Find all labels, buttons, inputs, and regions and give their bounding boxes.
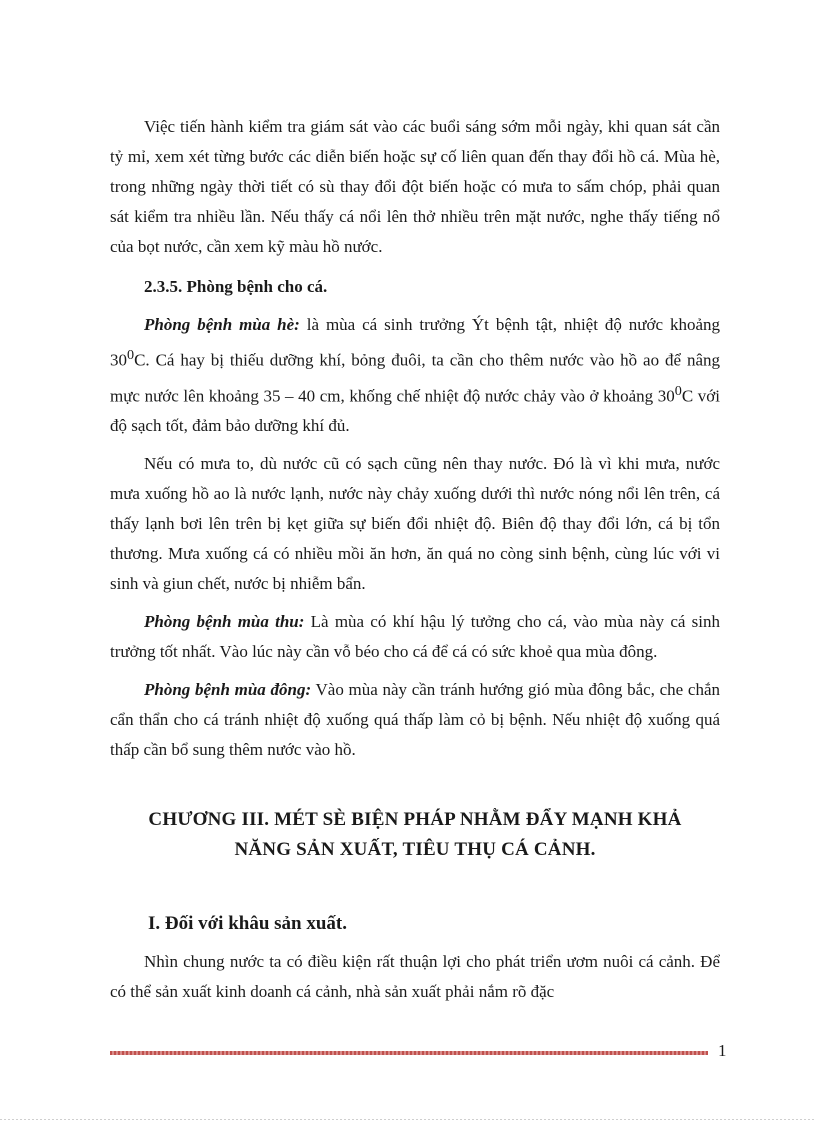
summer-label: Phòng bệnh mùa hè: <box>144 315 300 334</box>
page-bottom-border <box>0 1119 816 1120</box>
chapter-title-line-1: CHƯƠNG III. MÉT SÈ BIỆN PHÁP NHẰM ĐẨY MẠNH KHẢ <box>148 809 682 831</box>
paragraph-autumn <box>110 607 720 667</box>
paragraph-winter <box>110 675 720 765</box>
page-number: 1 <box>718 1041 727 1060</box>
paragraph-production: Nhìn chung nước ta có điều kiện rất thuận lợi cho phát triển ươm nuôi cá cảnh. Để có thể sản xuất kinh doanh cá cảnh, nhà sản xuất phải nắm rõ đặc <box>110 952 720 1002</box>
section-title: I. Đối với khâu sản xuất. <box>148 913 347 935</box>
degree-superscript: 0 <box>674 382 682 399</box>
autumn-text: Là mùa có khí hậu lý tưởng cho cá, vào mùa này cá sinh trưởng tốt nhất. Vào lúc này cần vỗ béo cho cá để cá có sức khoẻ qua mùa đông. <box>110 612 720 662</box>
footer-divider <box>110 1051 708 1055</box>
winter-label: Phòng bệnh mùa đông: <box>144 680 312 700</box>
winter-text: Vào mùa này cần tránh hướng gió mùa đông bắc, che chắn cẩn thẩn cho cá tránh nhiệt độ xuống quá thấp làm cỏ bị bệnh. Nếu nhiệt độ xuống quá thấp cần bổ sung thêm nước vào hồ. <box>110 680 720 760</box>
autumn-label: Phòng bệnh mùa thu: <box>144 612 305 632</box>
paragraph-rain: Nếu có mưa to, dù nước cũ có sạch cũng nên thay nước. Đó là vì khi mưa, nước mưa xuống hồ ao là nước lạnh, nước này chảy xuống dưới thì nước nóng nổi lên trên, cá thấy lạnh bơi lên trên bị kẹt giữa sự biến đổi nhiệt độ. Biên độ thay đổi lớn, cá bị tổn thương. Mưa xuống cá có nhiều mồi ăn hơn, ăn quá no còng sinh bệnh, cùng lúc với vi sinh và giun chết, nước bị nhiễm bẩn. <box>110 454 720 594</box>
summer-text-a: là mùa cá sinh trưởng Ýt bệnh tật, nhiệt độ nước khoảng 30 <box>110 315 720 370</box>
paragraph-summer <box>110 310 720 441</box>
degree-superscript: 0 <box>127 347 135 363</box>
summer-text-b: C. Cá hay bị thiếu dưỡng khí, bỏng đuôi, ta cần cho thêm nước vào hồ ao để nâng mực nước lên khoảng 35 – 40 cm, khống chế nhiệt độ nước chảy vào ở khoảng 30 <box>110 350 720 406</box>
summer-text-c: C với độ sạch tốt, đảm bảo dưỡng khí đủ. <box>110 386 720 436</box>
chapter-title <box>110 805 720 865</box>
paragraph-inspection: Việc tiến hành kiểm tra giám sát vào các buổi sáng sớm mỗi ngày, khi quan sát cần tỷ mỉ, xem xét từng bước các diễn biến hoặc sự cố liên quan đến thay đổi hồ cá. Mùa hè, trong những ngày thời tiết có sù thay đổi đột biến hoặc có mưa to sấm chóp, phải quan sát kiểm tra nhiều lần. Nếu thấy cá nổi lên thở nhiều trên mặt nước, nghe thấy tiếng nổ của bọt nước, cần xem kỹ màu hồ nước. <box>110 117 720 256</box>
chapter-title-line-2: NĂNG SẢN XUẤT, TIÊU THỤ CÁ CẢNH. <box>234 839 596 861</box>
subsection-heading: 2.3.5. Phòng bệnh cho cá. <box>144 277 328 296</box>
page-content <box>110 112 720 1007</box>
